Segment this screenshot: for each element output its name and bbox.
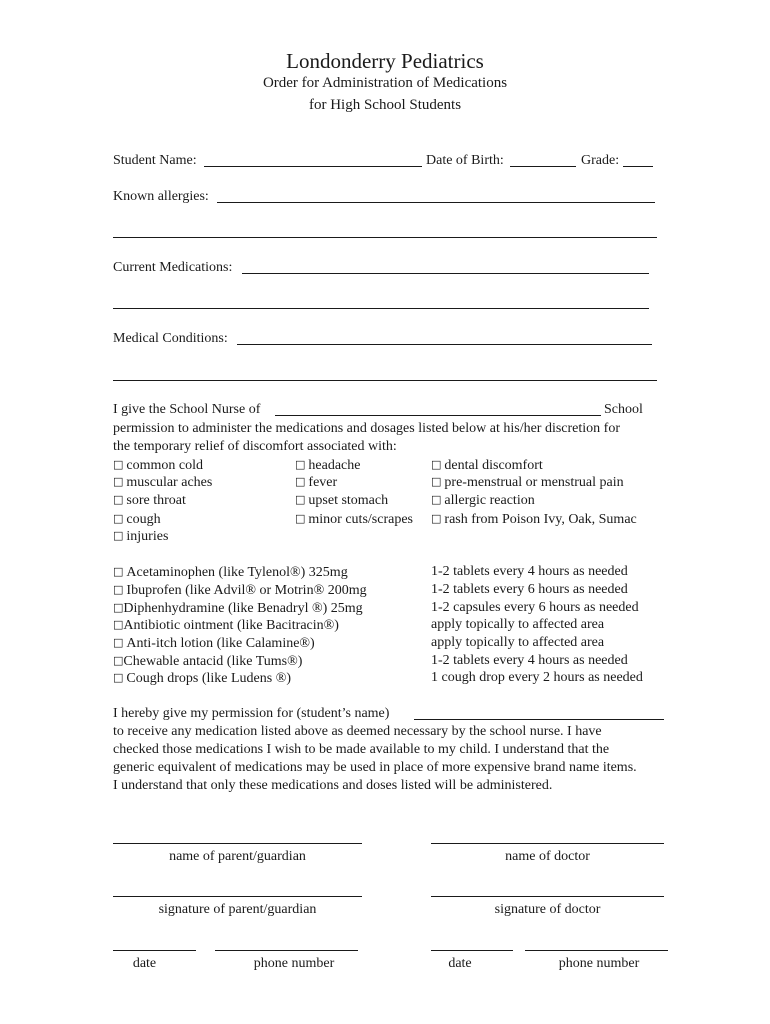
dob-field[interactable] (510, 166, 576, 167)
parent-signature-line[interactable] (113, 896, 362, 897)
symptom-menstrual-pain[interactable]: □ pre-menstrual or menstrual pain (431, 475, 624, 490)
symptom-headache[interactable]: □ headache (295, 458, 361, 473)
doctor-name-line[interactable] (431, 843, 664, 844)
form-subtitle-line1: Order for Administration of Medications (262, 75, 508, 91)
allergies-field-line2[interactable] (113, 237, 657, 238)
doctor-date-label: date (448, 956, 472, 971)
medication-dose: 1-2 tablets every 4 hours as needed (431, 564, 628, 579)
form-title: Londonderry Pediatrics (286, 49, 484, 73)
checkbox-icon[interactable]: □ (431, 493, 442, 506)
checkbox-icon[interactable]: □ (431, 512, 442, 525)
symptom-common-cold[interactable]: □ common cold (113, 458, 204, 473)
form-subtitle-line2: for High School Students (308, 97, 462, 113)
doctor-signature-line[interactable] (431, 896, 664, 897)
checkbox-icon[interactable]: □ (113, 529, 124, 542)
student-name-label: Student Name: (113, 153, 197, 168)
permission-line1-prefix: I hereby give my permission for (student’s name) (113, 706, 390, 721)
medication-dose: apply topically to affected area (431, 617, 605, 632)
checkbox-icon[interactable]: □ (113, 458, 124, 471)
doctor-phone-label: phone number (558, 956, 640, 971)
school-name-field[interactable] (275, 415, 601, 416)
dob-label: Date of Birth: (426, 153, 504, 168)
checkbox-icon[interactable]: □ (113, 493, 124, 506)
parent-phone-label: phone number (253, 956, 335, 971)
symptom-allergic-reaction[interactable]: □ allergic reaction (431, 493, 535, 508)
checkbox-icon[interactable]: □ (113, 512, 124, 525)
permission-line4: generic equivalent of medications may be used in place of more expensive brand name items. (113, 760, 637, 775)
parent-date-line[interactable] (113, 950, 196, 951)
checkbox-icon[interactable]: □ (431, 475, 442, 488)
grade-label: Grade: (581, 153, 620, 168)
permission-line5: I understand that only these medications and doses listed will be administered. (113, 778, 553, 793)
student-name-field[interactable] (204, 166, 422, 167)
allergies-label: Known allergies: (113, 189, 209, 204)
medication-dose: 1-2 tablets every 4 hours as needed (431, 653, 628, 668)
doctor-phone-line[interactable] (525, 950, 668, 951)
symptom-cough[interactable]: □ cough (113, 512, 161, 527)
current-meds-label: Current Medications: (113, 260, 233, 275)
medication-dose: 1 cough drop every 2 hours as needed (431, 670, 643, 685)
checkbox-icon[interactable]: □ (113, 671, 124, 684)
symptom-rash[interactable]: □ rash from Poison Ivy, Oak, Sumac (431, 512, 637, 527)
checkbox-icon[interactable]: □ (295, 458, 306, 471)
medication-diphenhydramine[interactable]: □Diphenhydramine (like Benadryl ®) 25mg (113, 601, 363, 616)
symptom-upset-stomach[interactable]: □ upset stomach (295, 493, 389, 508)
consent-line3: the temporary relief of discomfort associated with: (113, 439, 397, 454)
parent-name-label: name of parent/guardian (169, 849, 306, 864)
checkbox-icon[interactable]: □ (113, 618, 124, 631)
parent-phone-line[interactable] (215, 950, 358, 951)
medication-acetaminophen[interactable]: □ Acetaminophen (like Tylenol®) 325mg (113, 565, 348, 580)
grade-field[interactable] (623, 166, 653, 167)
checkbox-icon[interactable]: □ (113, 565, 124, 578)
permission-line2: to receive any medication listed above as deemed necessary by the school nurse. I have (113, 724, 602, 739)
permission-line3: checked those medications I wish to be made available to my child. I understand that the (113, 742, 610, 757)
conditions-field[interactable] (237, 344, 652, 345)
checkbox-icon[interactable]: □ (295, 512, 306, 525)
medication-dose: apply topically to affected area (431, 635, 605, 650)
checkbox-icon[interactable]: □ (113, 654, 124, 667)
medication-dose: 1-2 capsules every 6 hours as needed (431, 600, 639, 615)
consent-line1-suffix: School (604, 402, 643, 417)
symptom-dental-discomfort[interactable]: □ dental discomfort (431, 458, 543, 473)
checkbox-icon[interactable]: □ (113, 583, 124, 596)
doctor-date-line[interactable] (431, 950, 513, 951)
allergies-field[interactable] (217, 202, 655, 203)
consent-line2: permission to administer the medications and dosages listed below at his/her discretion for (113, 421, 621, 436)
parent-name-line[interactable] (113, 843, 362, 844)
checkbox-icon[interactable]: □ (113, 636, 124, 649)
students-name-field[interactable] (414, 719, 664, 720)
medication-cough-drops[interactable]: □ Cough drops (like Ludens ®) (113, 671, 292, 686)
conditions-label: Medical Conditions: (113, 331, 228, 346)
doctor-signature-label: signature of doctor (494, 902, 601, 917)
checkbox-icon[interactable]: □ (295, 475, 306, 488)
symptom-minor-cuts[interactable]: □ minor cuts/scrapes (295, 512, 413, 527)
medication-chewable-antacid[interactable]: □Chewable antacid (like Tums®) (113, 654, 303, 669)
parent-signature-label: signature of parent/guardian (158, 902, 317, 917)
medication-antibiotic-ointment[interactable]: □Antibiotic ointment (like Bacitracin®) (113, 618, 339, 633)
current-meds-field[interactable] (242, 273, 649, 274)
consent-line1-prefix: I give the School Nurse of (113, 402, 261, 417)
parent-date-label: date (132, 956, 157, 971)
doctor-name-label: name of doctor (505, 849, 590, 864)
checkbox-icon[interactable]: □ (295, 493, 306, 506)
symptom-injuries[interactable]: □ injuries (113, 529, 169, 544)
medication-ibuprofen[interactable]: □ Ibuprofen (like Advil® or Motrin® 200mg (113, 583, 367, 598)
checkbox-icon[interactable]: □ (431, 458, 442, 471)
symptom-muscular-aches[interactable]: □ muscular aches (113, 475, 213, 490)
medication-dose: 1-2 tablets every 6 hours as needed (431, 582, 628, 597)
checkbox-icon[interactable]: □ (113, 601, 124, 614)
checkbox-icon[interactable]: □ (113, 475, 124, 488)
symptom-fever[interactable]: □ fever (295, 475, 338, 490)
symptom-sore-throat[interactable]: □ sore throat (113, 493, 186, 508)
conditions-field-line2[interactable] (113, 380, 657, 381)
current-meds-field-line2[interactable] (113, 308, 649, 309)
medication-anti-itch-lotion[interactable]: □ Anti-itch lotion (like Calamine®) (113, 636, 315, 651)
